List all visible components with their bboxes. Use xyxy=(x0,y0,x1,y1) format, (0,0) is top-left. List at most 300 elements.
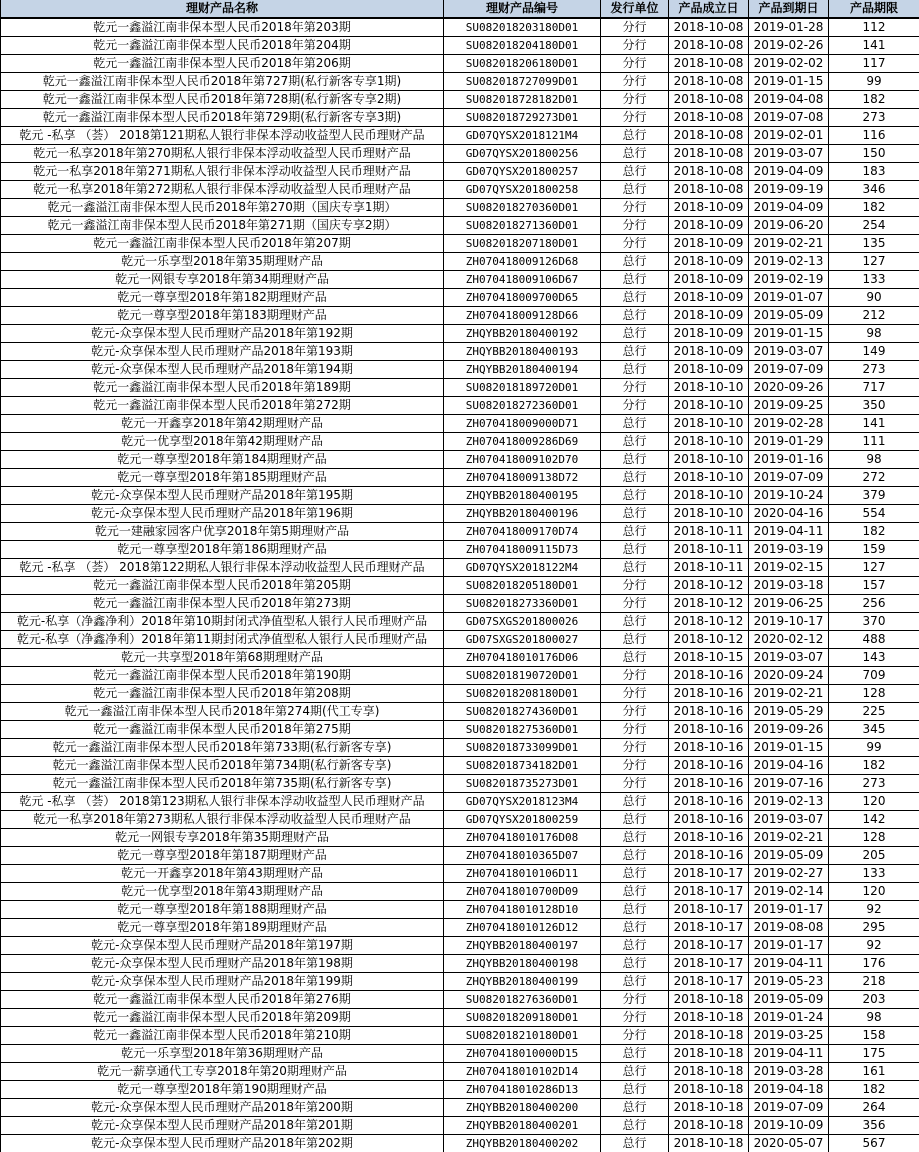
cell-product-name: 乾元一优享型2018年第42期理财产品 xyxy=(1,433,444,451)
cell-start-date: 2018-10-11 xyxy=(669,523,749,541)
cell-issuing-unit: 分行 xyxy=(601,199,669,217)
cell-maturity-date: 2019-04-11 xyxy=(749,955,829,973)
cell-product-name: 乾元一鑫溢江南非保本型人民币2018年第190期 xyxy=(1,667,444,685)
table-body xyxy=(1,18,919,1152)
cell-maturity-date: 2020-02-12 xyxy=(749,631,829,649)
cell-product-code: SU082018727099D01 xyxy=(444,73,601,91)
cell-product-code: GD07SXGS201800027 xyxy=(444,631,601,649)
cell-term-days: 182 xyxy=(829,757,919,775)
cell-product-code: SU082018273360D01 xyxy=(444,595,601,613)
cell-term-days: 717 xyxy=(829,379,919,397)
cell-product-name: 乾元一鑫溢江南非保本型人民币2018年第206期 xyxy=(1,55,444,73)
cell-maturity-date: 2019-06-25 xyxy=(749,595,829,613)
table-row xyxy=(1,1027,919,1045)
cell-start-date: 2018-10-16 xyxy=(669,685,749,703)
cell-term-days: 127 xyxy=(829,559,919,577)
cell-start-date: 2018-10-11 xyxy=(669,541,749,559)
cell-maturity-date: 2019-05-23 xyxy=(749,973,829,991)
cell-product-code: ZHQYBB20180400201 xyxy=(444,1117,601,1135)
cell-maturity-date: 2019-04-18 xyxy=(749,1081,829,1099)
table-row xyxy=(1,91,919,109)
cell-maturity-date: 2019-02-28 xyxy=(749,415,829,433)
cell-start-date: 2018-10-09 xyxy=(669,235,749,253)
cell-product-code: ZH070418010176D06 xyxy=(444,649,601,667)
cell-maturity-date: 2019-04-08 xyxy=(749,91,829,109)
cell-issuing-unit: 分行 xyxy=(601,757,669,775)
table-row xyxy=(1,649,919,667)
cell-maturity-date: 2019-03-07 xyxy=(749,145,829,163)
cell-start-date: 2018-10-12 xyxy=(669,577,749,595)
cell-product-name: 乾元一尊享型2018年第183期理财产品 xyxy=(1,307,444,325)
table-row xyxy=(1,883,919,901)
cell-maturity-date: 2019-01-29 xyxy=(749,433,829,451)
cell-maturity-date: 2019-03-25 xyxy=(749,1027,829,1045)
cell-maturity-date: 2019-01-16 xyxy=(749,451,829,469)
cell-start-date: 2018-10-08 xyxy=(669,163,749,181)
cell-start-date: 2018-10-16 xyxy=(669,667,749,685)
cell-start-date: 2018-10-08 xyxy=(669,18,749,37)
table-row xyxy=(1,397,919,415)
table-row xyxy=(1,865,919,883)
cell-term-days: 92 xyxy=(829,901,919,919)
cell-term-days: 182 xyxy=(829,523,919,541)
cell-issuing-unit: 总行 xyxy=(601,1081,669,1099)
cell-product-name: 乾元一鑫溢江南非保本型人民币2018年第735期(私行新客专享) xyxy=(1,775,444,793)
cell-product-code: ZH070418010286D13 xyxy=(444,1081,601,1099)
cell-product-name: 乾元一私享2018年第273期私人银行非保本浮动收益型人民币理财产品 xyxy=(1,811,444,829)
cell-start-date: 2018-10-18 xyxy=(669,1099,749,1117)
table-row xyxy=(1,793,919,811)
cell-product-code: ZH070418009138D72 xyxy=(444,469,601,487)
cell-maturity-date: 2019-03-28 xyxy=(749,1063,829,1081)
cell-product-name: 乾元一鑫溢江南非保本型人民币2018年第272期 xyxy=(1,397,444,415)
cell-issuing-unit: 分行 xyxy=(601,397,669,415)
cell-product-code: GD07QYSX201800256 xyxy=(444,145,601,163)
cell-start-date: 2018-10-16 xyxy=(669,775,749,793)
cell-product-code: ZHQYBB20180400197 xyxy=(444,937,601,955)
table-row xyxy=(1,55,919,73)
cell-term-days: 112 xyxy=(829,18,919,37)
cell-term-days: 554 xyxy=(829,505,919,523)
cell-term-days: 709 xyxy=(829,667,919,685)
table-row xyxy=(1,757,919,775)
cell-product-name: 乾元一鑫溢江南非保本型人民币2018年第209期 xyxy=(1,1009,444,1027)
cell-product-code: SU082018735273D01 xyxy=(444,775,601,793)
cell-maturity-date: 2019-03-07 xyxy=(749,811,829,829)
cell-term-days: 150 xyxy=(829,145,919,163)
cell-product-code: GD07QYSX201800258 xyxy=(444,181,601,199)
cell-issuing-unit: 分行 xyxy=(601,775,669,793)
table-row xyxy=(1,505,919,523)
cell-issuing-unit: 分行 xyxy=(601,73,669,91)
cell-product-name: 乾元一尊享型2018年第184期理财产品 xyxy=(1,451,444,469)
cell-issuing-unit: 总行 xyxy=(601,505,669,523)
cell-term-days: 127 xyxy=(829,253,919,271)
cell-product-code: ZH070418010176D08 xyxy=(444,829,601,847)
cell-maturity-date: 2019-07-09 xyxy=(749,1099,829,1117)
table-row xyxy=(1,18,919,37)
cell-product-code: ZHQYBB20180400194 xyxy=(444,361,601,379)
cell-term-days: 272 xyxy=(829,469,919,487)
table-row xyxy=(1,577,919,595)
cell-product-name: 乾元一尊享型2018年第187期理财产品 xyxy=(1,847,444,865)
cell-product-name: 乾元一尊享型2018年第185期理财产品 xyxy=(1,469,444,487)
cell-product-code: ZHQYBB20180400200 xyxy=(444,1099,601,1117)
cell-start-date: 2018-10-18 xyxy=(669,1117,749,1135)
cell-issuing-unit: 总行 xyxy=(601,523,669,541)
table-row xyxy=(1,829,919,847)
cell-product-name: 乾元一鑫溢江南非保本型人民币2018年第729期(私行新客专享3期) xyxy=(1,109,444,127)
cell-issuing-unit: 总行 xyxy=(601,181,669,199)
cell-product-name: 乾元一鑫溢江南非保本型人民币2018年第207期 xyxy=(1,235,444,253)
table-row xyxy=(1,955,919,973)
cell-product-code: SU082018208180D01 xyxy=(444,685,601,703)
cell-maturity-date: 2019-10-09 xyxy=(749,1117,829,1135)
cell-product-name: 乾元一开鑫享2018年第43期理财产品 xyxy=(1,865,444,883)
cell-start-date: 2018-10-16 xyxy=(669,721,749,739)
cell-issuing-unit: 总行 xyxy=(601,361,669,379)
cell-product-code: ZH070418009000D71 xyxy=(444,415,601,433)
cell-term-days: 356 xyxy=(829,1117,919,1135)
cell-product-name: 乾元-私享（净鑫净利）2018年第10期封闭式净值型私人银行人民币理财产品 xyxy=(1,613,444,631)
cell-product-name: 乾元一鑫溢江南非保本型人民币2018年第733期(私行新客专享) xyxy=(1,739,444,757)
cell-product-name: 乾元一鑫溢江南非保本型人民币2018年第205期 xyxy=(1,577,444,595)
cell-start-date: 2018-10-18 xyxy=(669,1027,749,1045)
cell-term-days: 273 xyxy=(829,775,919,793)
table-row xyxy=(1,289,919,307)
cell-product-name: 乾元-众享保本型人民币理财产品2018年第197期 xyxy=(1,937,444,955)
table-row xyxy=(1,1099,919,1117)
cell-maturity-date: 2019-01-17 xyxy=(749,937,829,955)
cell-issuing-unit: 分行 xyxy=(601,739,669,757)
cell-start-date: 2018-10-18 xyxy=(669,1081,749,1099)
table-row xyxy=(1,937,919,955)
cell-maturity-date: 2019-07-08 xyxy=(749,109,829,127)
cell-issuing-unit: 总行 xyxy=(601,487,669,505)
table-header xyxy=(1,0,919,18)
cell-term-days: 182 xyxy=(829,199,919,217)
table-row xyxy=(1,919,919,937)
cell-issuing-unit: 总行 xyxy=(601,469,669,487)
table-row xyxy=(1,1117,919,1135)
table-row xyxy=(1,739,919,757)
cell-product-name: 乾元 -私享 （荟） 2018第122期私人银行非保本浮动收益型人民币理财产品 xyxy=(1,559,444,577)
cell-start-date: 2018-10-16 xyxy=(669,739,749,757)
cell-maturity-date: 2019-05-29 xyxy=(749,703,829,721)
header-start-date: 产品成立日 xyxy=(669,0,749,18)
cell-product-code: SU082018203180D01 xyxy=(444,18,601,37)
cell-term-days: 256 xyxy=(829,595,919,613)
cell-maturity-date: 2019-04-11 xyxy=(749,523,829,541)
cell-start-date: 2018-10-16 xyxy=(669,793,749,811)
table-row xyxy=(1,523,919,541)
cell-maturity-date: 2019-04-11 xyxy=(749,1045,829,1063)
cell-issuing-unit: 总行 xyxy=(601,1099,669,1117)
cell-product-name: 乾元一私享2018年第272期私人银行非保本浮动收益型人民币理财产品 xyxy=(1,181,444,199)
cell-issuing-unit: 总行 xyxy=(601,865,669,883)
table-row xyxy=(1,703,919,721)
cell-term-days: 120 xyxy=(829,793,919,811)
cell-product-name: 乾元一鑫溢江南非保本型人民币2018年第271期（国庆专享2期） xyxy=(1,217,444,235)
table-row xyxy=(1,775,919,793)
cell-maturity-date: 2019-09-25 xyxy=(749,397,829,415)
cell-issuing-unit: 总行 xyxy=(601,127,669,145)
cell-start-date: 2018-10-08 xyxy=(669,55,749,73)
cell-issuing-unit: 分行 xyxy=(601,703,669,721)
cell-term-days: 345 xyxy=(829,721,919,739)
cell-product-code: ZH070418010126D12 xyxy=(444,919,601,937)
cell-start-date: 2018-10-08 xyxy=(669,109,749,127)
cell-product-code: SU082018734182D01 xyxy=(444,757,601,775)
cell-product-code: ZH070418010128D10 xyxy=(444,901,601,919)
header-term-days: 产品期限 xyxy=(829,0,919,18)
cell-maturity-date: 2019-02-21 xyxy=(749,829,829,847)
cell-product-name: 乾元一鑫溢江南非保本型人民币2018年第273期 xyxy=(1,595,444,613)
cell-issuing-unit: 分行 xyxy=(601,91,669,109)
cell-product-name: 乾元-众享保本型人民币理财产品2018年第199期 xyxy=(1,973,444,991)
cell-maturity-date: 2019-02-02 xyxy=(749,55,829,73)
cell-product-name: 乾元-众享保本型人民币理财产品2018年第192期 xyxy=(1,325,444,343)
cell-issuing-unit: 总行 xyxy=(601,811,669,829)
cell-start-date: 2018-10-18 xyxy=(669,991,749,1009)
cell-start-date: 2018-10-08 xyxy=(669,181,749,199)
cell-product-name: 乾元一网银专享2018年第34期理财产品 xyxy=(1,271,444,289)
cell-product-name: 乾元 -私享 （荟） 2018第123期私人银行非保本浮动收益型人民币理财产品 xyxy=(1,793,444,811)
cell-maturity-date: 2019-01-17 xyxy=(749,901,829,919)
cell-start-date: 2018-10-18 xyxy=(669,1045,749,1063)
cell-product-code: ZHQYBB20180400193 xyxy=(444,343,601,361)
cell-maturity-date: 2019-02-19 xyxy=(749,271,829,289)
cell-start-date: 2018-10-18 xyxy=(669,1135,749,1152)
cell-start-date: 2018-10-09 xyxy=(669,271,749,289)
cell-product-name: 乾元-众享保本型人民币理财产品2018年第196期 xyxy=(1,505,444,523)
cell-start-date: 2018-10-08 xyxy=(669,73,749,91)
cell-start-date: 2018-10-10 xyxy=(669,433,749,451)
cell-term-days: 183 xyxy=(829,163,919,181)
cell-issuing-unit: 分行 xyxy=(601,55,669,73)
cell-term-days: 379 xyxy=(829,487,919,505)
cell-start-date: 2018-10-10 xyxy=(669,469,749,487)
cell-product-code: ZH070418009102D70 xyxy=(444,451,601,469)
cell-term-days: 133 xyxy=(829,865,919,883)
cell-term-days: 99 xyxy=(829,739,919,757)
cell-maturity-date: 2019-01-15 xyxy=(749,73,829,91)
cell-maturity-date: 2019-02-26 xyxy=(749,37,829,55)
cell-maturity-date: 2019-04-16 xyxy=(749,757,829,775)
cell-product-name: 乾元一鑫溢江南非保本型人民币2018年第275期 xyxy=(1,721,444,739)
cell-start-date: 2018-10-08 xyxy=(669,37,749,55)
cell-product-code: SU082018270360D01 xyxy=(444,199,601,217)
cell-issuing-unit: 总行 xyxy=(601,1063,669,1081)
cell-start-date: 2018-10-16 xyxy=(669,703,749,721)
cell-product-name: 乾元一鑫溢江南非保本型人民币2018年第210期 xyxy=(1,1027,444,1045)
cell-product-name: 乾元一鑫溢江南非保本型人民币2018年第728期(私行新客专享2期) xyxy=(1,91,444,109)
cell-maturity-date: 2019-10-17 xyxy=(749,613,829,631)
table-row xyxy=(1,199,919,217)
cell-start-date: 2018-10-10 xyxy=(669,397,749,415)
cell-start-date: 2018-10-08 xyxy=(669,91,749,109)
table-row xyxy=(1,595,919,613)
cell-product-code: SU082018729273D01 xyxy=(444,109,601,127)
cell-issuing-unit: 总行 xyxy=(601,937,669,955)
table-row xyxy=(1,1045,919,1063)
cell-product-code: ZH070418009170D74 xyxy=(444,523,601,541)
cell-term-days: 161 xyxy=(829,1063,919,1081)
cell-term-days: 175 xyxy=(829,1045,919,1063)
cell-product-code: GD07QYSX201800259 xyxy=(444,811,601,829)
cell-term-days: 141 xyxy=(829,415,919,433)
cell-product-code: SU082018733099D01 xyxy=(444,739,601,757)
cell-product-code: ZH070418010106D11 xyxy=(444,865,601,883)
cell-term-days: 157 xyxy=(829,577,919,595)
cell-product-code: SU082018209180D01 xyxy=(444,1009,601,1027)
cell-term-days: 350 xyxy=(829,397,919,415)
header-maturity-date: 产品到期日 xyxy=(749,0,829,18)
cell-maturity-date: 2019-09-26 xyxy=(749,721,829,739)
cell-term-days: 92 xyxy=(829,937,919,955)
cell-product-name: 乾元一尊享型2018年第188期理财产品 xyxy=(1,901,444,919)
cell-issuing-unit: 总行 xyxy=(601,883,669,901)
cell-product-name: 乾元一鑫溢江南非保本型人民币2018年第189期 xyxy=(1,379,444,397)
cell-term-days: 273 xyxy=(829,109,919,127)
table-row xyxy=(1,1081,919,1099)
cell-product-code: SU082018274360D01 xyxy=(444,703,601,721)
table-row xyxy=(1,109,919,127)
cell-issuing-unit: 分行 xyxy=(601,577,669,595)
cell-issuing-unit: 总行 xyxy=(601,1117,669,1135)
cell-product-name: 乾元-众享保本型人民币理财产品2018年第194期 xyxy=(1,361,444,379)
cell-start-date: 2018-10-16 xyxy=(669,811,749,829)
table-row xyxy=(1,685,919,703)
cell-term-days: 98 xyxy=(829,1009,919,1027)
cell-start-date: 2018-10-17 xyxy=(669,865,749,883)
cell-start-date: 2018-10-09 xyxy=(669,199,749,217)
cell-issuing-unit: 总行 xyxy=(601,793,669,811)
cell-maturity-date: 2020-05-07 xyxy=(749,1135,829,1152)
table-row xyxy=(1,847,919,865)
cell-maturity-date: 2019-01-15 xyxy=(749,739,829,757)
cell-start-date: 2018-10-16 xyxy=(669,757,749,775)
cell-maturity-date: 2019-05-09 xyxy=(749,991,829,1009)
cell-product-code: ZHQYBB20180400196 xyxy=(444,505,601,523)
table-row xyxy=(1,343,919,361)
cell-term-days: 158 xyxy=(829,1027,919,1045)
cell-issuing-unit: 分行 xyxy=(601,1027,669,1045)
table-row xyxy=(1,415,919,433)
table-row xyxy=(1,145,919,163)
cell-start-date: 2018-10-18 xyxy=(669,1063,749,1081)
table-row xyxy=(1,541,919,559)
cell-maturity-date: 2019-03-19 xyxy=(749,541,829,559)
cell-product-code: ZHQYBB20180400198 xyxy=(444,955,601,973)
cell-issuing-unit: 分行 xyxy=(601,721,669,739)
cell-product-code: GD07QYSX201800257 xyxy=(444,163,601,181)
cell-term-days: 99 xyxy=(829,73,919,91)
cell-start-date: 2018-10-09 xyxy=(669,289,749,307)
cell-maturity-date: 2019-10-24 xyxy=(749,487,829,505)
cell-product-code: ZHQYBB20180400195 xyxy=(444,487,601,505)
table-row xyxy=(1,559,919,577)
cell-start-date: 2018-10-09 xyxy=(669,325,749,343)
table-row xyxy=(1,487,919,505)
cell-product-name: 乾元一私享2018年第270期私人银行非保本浮动收益型人民币理财产品 xyxy=(1,145,444,163)
cell-product-code: ZH070418010000D15 xyxy=(444,1045,601,1063)
cell-product-name: 乾元一私享2018年第271期私人银行非保本浮动收益型人民币理财产品 xyxy=(1,163,444,181)
cell-term-days: 225 xyxy=(829,703,919,721)
cell-product-code: ZHQYBB20180400192 xyxy=(444,325,601,343)
cell-maturity-date: 2019-05-09 xyxy=(749,847,829,865)
cell-issuing-unit: 总行 xyxy=(601,343,669,361)
cell-term-days: 141 xyxy=(829,37,919,55)
cell-term-days: 128 xyxy=(829,829,919,847)
cell-product-name: 乾元-众享保本型人民币理财产品2018年第200期 xyxy=(1,1099,444,1117)
cell-maturity-date: 2019-04-09 xyxy=(749,163,829,181)
cell-maturity-date: 2019-03-18 xyxy=(749,577,829,595)
cell-issuing-unit: 总行 xyxy=(601,631,669,649)
cell-maturity-date: 2019-02-21 xyxy=(749,235,829,253)
cell-maturity-date: 2019-02-21 xyxy=(749,685,829,703)
table-row xyxy=(1,613,919,631)
cell-start-date: 2018-10-12 xyxy=(669,595,749,613)
cell-product-name: 乾元一薪享通代工专享2018年第20期理财产品 xyxy=(1,1063,444,1081)
table-row xyxy=(1,379,919,397)
table-row xyxy=(1,1135,919,1152)
cell-start-date: 2018-10-10 xyxy=(669,451,749,469)
cell-product-code: ZHQYBB20180400202 xyxy=(444,1135,601,1152)
cell-maturity-date: 2019-06-20 xyxy=(749,217,829,235)
cell-product-name: 乾元一鑫溢江南非保本型人民币2018年第208期 xyxy=(1,685,444,703)
cell-term-days: 128 xyxy=(829,685,919,703)
cell-product-name: 乾元一乐享型2018年第35期理财产品 xyxy=(1,253,444,271)
cell-start-date: 2018-10-10 xyxy=(669,487,749,505)
cell-start-date: 2018-10-10 xyxy=(669,415,749,433)
cell-product-name: 乾元-众享保本型人民币理财产品2018年第198期 xyxy=(1,955,444,973)
cell-product-name: 乾元一乐享型2018年第36期理财产品 xyxy=(1,1045,444,1063)
cell-issuing-unit: 分行 xyxy=(601,109,669,127)
cell-issuing-unit: 总行 xyxy=(601,451,669,469)
cell-issuing-unit: 分行 xyxy=(601,18,669,37)
cell-start-date: 2018-10-11 xyxy=(669,559,749,577)
cell-issuing-unit: 总行 xyxy=(601,145,669,163)
cell-product-name: 乾元一尊享型2018年第186期理财产品 xyxy=(1,541,444,559)
cell-maturity-date: 2020-04-16 xyxy=(749,505,829,523)
cell-term-days: 205 xyxy=(829,847,919,865)
cell-product-code: ZH070418009286D69 xyxy=(444,433,601,451)
cell-term-days: 120 xyxy=(829,883,919,901)
cell-maturity-date: 2019-01-15 xyxy=(749,325,829,343)
cell-start-date: 2018-10-10 xyxy=(669,505,749,523)
table-row xyxy=(1,253,919,271)
cell-product-code: SU082018204180D01 xyxy=(444,37,601,55)
cell-product-name: 乾元一建融家园客户优享2018年第5期理财产品 xyxy=(1,523,444,541)
table-row xyxy=(1,667,919,685)
cell-maturity-date: 2019-03-07 xyxy=(749,649,829,667)
cell-maturity-date: 2020-09-24 xyxy=(749,667,829,685)
cell-start-date: 2018-10-16 xyxy=(669,829,749,847)
cell-term-days: 346 xyxy=(829,181,919,199)
cell-product-name: 乾元一共享型2018年第68期理财产品 xyxy=(1,649,444,667)
cell-maturity-date: 2019-02-14 xyxy=(749,883,829,901)
cell-product-name: 乾元一鑫溢江南非保本型人民币2018年第734期(私行新客专享) xyxy=(1,757,444,775)
cell-product-code: SU082018272360D01 xyxy=(444,397,601,415)
cell-maturity-date: 2019-02-13 xyxy=(749,253,829,271)
cell-product-name: 乾元一网银专享2018年第35期理财产品 xyxy=(1,829,444,847)
header-product-code: 理财产品编号 xyxy=(444,0,601,18)
cell-maturity-date: 2019-01-07 xyxy=(749,289,829,307)
cell-term-days: 149 xyxy=(829,343,919,361)
cell-term-days: 98 xyxy=(829,451,919,469)
cell-product-code: ZHQYBB20180400199 xyxy=(444,973,601,991)
